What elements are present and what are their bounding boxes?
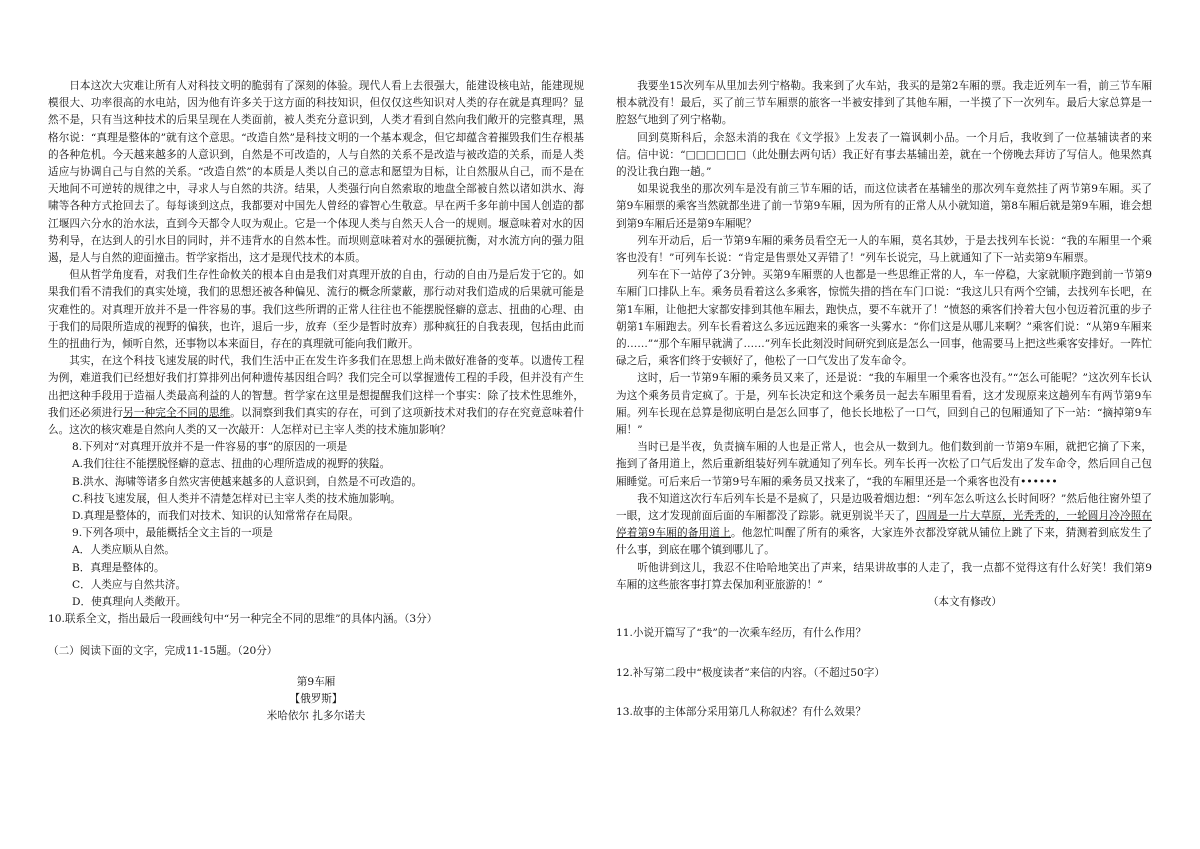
question-10: 10.联系全文，指出最后一段画线句中“另一种完全不同的思维”的具体内涵。（3分） <box>48 613 438 626</box>
revision-note: （本文有修改） <box>927 596 1002 609</box>
question-11: 11.小说开篇写了“我”的一次乘车经历，有什么作用？ <box>616 627 867 640</box>
right-column <box>616 78 1152 721</box>
story-paragraph-1: 我要坐15次列车从里加去列宁格勒。我来到了火车站，我买的是第2车厢的票。我走近列车一看，前三节车厢根本就没有！最后，买了前三节车厢票的旅客一半被安排到了其他车厢，一半摸了下一次列车。最后大家总算是一腔怒气地到了列宁格勒。 <box>616 80 1152 127</box>
story-paragraph-7: 当时已是半夜，负责摘车厢的人也是正常人，也会从一数到九。他们数到前一节第9车厢，就把它摘了下来，拖到了备用道上，然后重新组装好列车就通知了列车长。列车长再一次松了口气后发出了发车命令，然后回自己包厢睡觉。可后来后一节第9号车厢的乘务员又找来了，“我的车厢里还是一个乘客也没有•••••• <box>616 441 1152 488</box>
story-paragraph-8 <box>616 491 1152 560</box>
left-paragraph-3-text-b: 。以洞察到我们真实的存在，可到了这项新技术对我们的存在究竟意味着什么。这次的核灾难是自然向人类的又一次敲开：人怎样对已主宰人类的技术施加影响？ <box>48 406 585 437</box>
story-paragraph-2: 回到莫斯科后，余怒未消的我在《文学报》上发表了一篇讽刺小品。一个月后，我收到了一位基辅读者的来信。信中说：“□□□□□□（此处删去两句话）我正好有事去基辅出差，就在一个傍晚去拜访了写信人。他果然真的没让我白跑一趟。” <box>616 131 1152 179</box>
question-12: 12.补写第二段中“极度读者”来信的内容。（不超过50字） <box>616 666 885 679</box>
left-column <box>48 78 584 725</box>
story-paragraph-5: 列车在下一站停了3分钟。买第9车厢票的人也都是一些思维正常的人，车一停稳，大家就顺序跑到前一节第9车厢门口排队上车。乘务员看着这么多乘客，惊慌失措的挡在车门口说：“我这儿只有两个空铺，去找列车长吧，在第1车厢，让他把大家都安排到其他车厢去，跑快点，要不车就开了！”愤怒的乘客们拎着大包小包迈着沉重的步子朝第1车厢跑去。列车长看着这么多远远跑来的乘客一头雾水：“你们这是从哪儿来啊？”乘客们说：“从第9车厢来的……”“那个车厢早就满了……”列车长此刻没时间研究到底是怎么一回事，他需要马上把这些乘客安排好。一阵忙碌之后，乘客们终于安顿好了，他松了一口气发出了发车命令。 <box>616 269 1152 368</box>
left-paragraph-3 <box>48 353 584 439</box>
question-9-option-d: D．使真理向人类敞开。 <box>72 596 187 609</box>
question-8-option-a: A.我们往往不能摆脱怪癖的意志、扭曲的心理所造成的视野的狭隘。 <box>72 458 391 471</box>
question-8-option-c: C.科技飞速发展，但人类并不清楚怎样对已主宰人类的技术施加影响。 <box>72 492 401 505</box>
story-paragraph-6: 这时，后一节第9车厢的乘务员又来了，还是说：“我的车厢里一个乘客也没有。”“怎么可能呢？”这次列车长认为这个乘务员肯定疯了。于是，列车长决定和这个乘务员一起去车厢里看看，这才发现原来这趟列车有两节第9车厢。列车长现在总算是彻底明白是怎么回事了，他长长地松了一口气，回到自己的包厢通知了下一站：“摘掉第9车厢！” <box>616 372 1152 437</box>
question-9-option-c: C．人类应与自然共济。 <box>72 578 187 591</box>
story-paragraph-4: 列车开动后，后一节第9车厢的乘务员看空无一人的车厢，莫名其妙，于是去找列车长说：“我的车厢里一个乘客也没有！”可列车长说：“肯定是售票处又弄错了！”列车长说完，马上就通知了下一站卖第9车厢票。 <box>616 234 1152 265</box>
underlined-phrase: 另一种完全不同的思维 <box>123 406 231 419</box>
story-underlined-sentence: 四周是一片大草原，光秃秃的，一轮圆月冷冷照在停着第9车厢的备用道上 <box>616 510 1153 540</box>
story-paragraph-8-text-a: 我不知道这次行车后列车长是不是疯了，只是边吸着烟边想：“列车怎么听这么长时间呀？”然后他往窗外望了一眼，这才发现前面后面的车厢都没了踪影。就更别说半天了， <box>616 492 1152 523</box>
story-title: 第9车厢 <box>296 675 336 688</box>
left-paragraph-3-text-a: 其实，在这个科技飞速发展的时代，我们生活中正在发生许多我们在思想上尚未做好准备的变革。以遗传工程为例，难道我们已经想好我们打算排列出何种遗传基因组合吗？我们完全可以掌握遗传工程的手段，但并没有产生出把这种手段用于造福人类最高利益的人的智慧。哲学家在这里是想提醒我们这样一个事实：除了技术性思维外，我们还必须进行 <box>48 355 584 419</box>
question-9-stem: 9.下列各项中，最能概括全文主旨的一项是 <box>72 527 273 540</box>
question-8-option-d: D.真理是整体的，而我们对技术、知识的认知常常存在局限。 <box>72 510 359 523</box>
left-paragraph-1: 日本这次大灾难让所有人对科技文明的脆弱有了深刻的体验。现代人看上去很强大，能建设核电站，能建现规模很大、功率很高的水电站，因为他有许多关于这方面的科技知识，但仅仅这些知识对人类的存在就是真理吗？显然不是，只有当这种技术的后果呈现在人类面前，被人类充分意识到，人类才看到自然向我们敞开的完整真理，黑格尔说：“真理是整体的”就有这个意思。“改造自然”是科技文明的一个基本观念，但它却蕴含着摧毁我们生存根基的各种危机。今天越来越多的人意识到，自然是不可改造的，人与自然的关系不是改造与被改造的关系，而是人类适应与协调自己与自然的关系。“改造自然”的本质是人类以自己的意志和愿望为目标，让自然服从自己，而不是在天地间不可逆转的规律之中，寻求人与自然的共济。结果，人类强行向自然索取的地盘全部被自然以诸如洪水、海啸等各种方式抢回去了。每每谈到这点，我都要对中国先人曾经的睿智心生敬意。早在两千多年前中国人创造的都江堰四六分水的治水法，直到今天都令人叹为观止。它是一个体现人类与自然天人合一的规则。堰意味着对水的因势利导，在达到人的引水目的同时，并不违背水的自然本性。而坝则意味着对水的强硬抗衡，对水流方向的强力阻遏，是人与自然的迎面撞击。哲学家指出，这才是现代技术的本质。 <box>48 80 584 265</box>
story-origin: 【俄罗斯】 <box>289 692 343 705</box>
question-9-option-b: B．真理是整体的。 <box>72 561 165 574</box>
left-paragraph-2: 但从哲学角度看，对我们生存性命攸关的根本自由是我们对真理开放的自由，行动的自由乃是后发于它的。如果我们看不清我们的真实处境，我们的思想还被各种偏见、流行的概念所蒙蔽，那行动对我们造成的后果就可能是灾难性的。对真理开放并不是一件容易的事。我们这些所谓的正常人往往也不能摆脱怪癖的意志、扭曲的心理、由于我们的局限所造成的视野的偏狭，也许，退后一步，放弃（至少是暂时放弃）那种疯狂的自我表现，包括由此而生的扭曲行为，倾听自然，还事物以本来面目，存在的真理就可能向我们敞开。 <box>48 269 584 351</box>
question-8-option-b: B.洪水、海啸等诸多自然灾害使越来越多的人意识到，自然是不可改造的。 <box>72 475 423 488</box>
question-13: 13.故事的主体部分采用第几人称叙述？有什么效果？ <box>616 705 866 718</box>
story-paragraph-3: 如果说我坐的那次列车是没有前三节车厢的话，而这位读者在基辅坐的那次列车竟然挂了两节第9车厢。买了第9车厢票的乘客当然就都坐进了前一节第9车厢，因为所有的正常人从小就知道，第8车厢后就是第9车厢，谁会想到第9车厢后还是第9车厢呢？ <box>616 183 1152 230</box>
story-paragraph-8-text-b: 。他忽忙叫醒了所有的乘客，大家连外衣都没穿就从铺位上跳了下来，猜测着到底发生了什么事，到底在哪个镇到哪儿了。 <box>616 527 1152 557</box>
story-author: 米哈依尔 扎多尔诺夫 <box>266 710 366 723</box>
question-9 <box>48 525 584 611</box>
question-8 <box>48 439 584 525</box>
question-9-option-a: A．人类应顺从自然。 <box>72 544 175 557</box>
question-8-stem: 8.下列对“对真理开放并不是一件容易的事”的原因的一项是 <box>72 441 348 454</box>
section-heading: （二）阅读下面的文字，完成11-15题。（20分） <box>48 644 278 657</box>
story-paragraph-9: 听他讲到这儿，我忍不住哈哈地笑出了声来，结果讲故事的人走了，我一点都不觉得这有什么好笑！我们第9车厢的这些旅客事打算去保加利亚旅游的！” <box>616 561 1152 591</box>
